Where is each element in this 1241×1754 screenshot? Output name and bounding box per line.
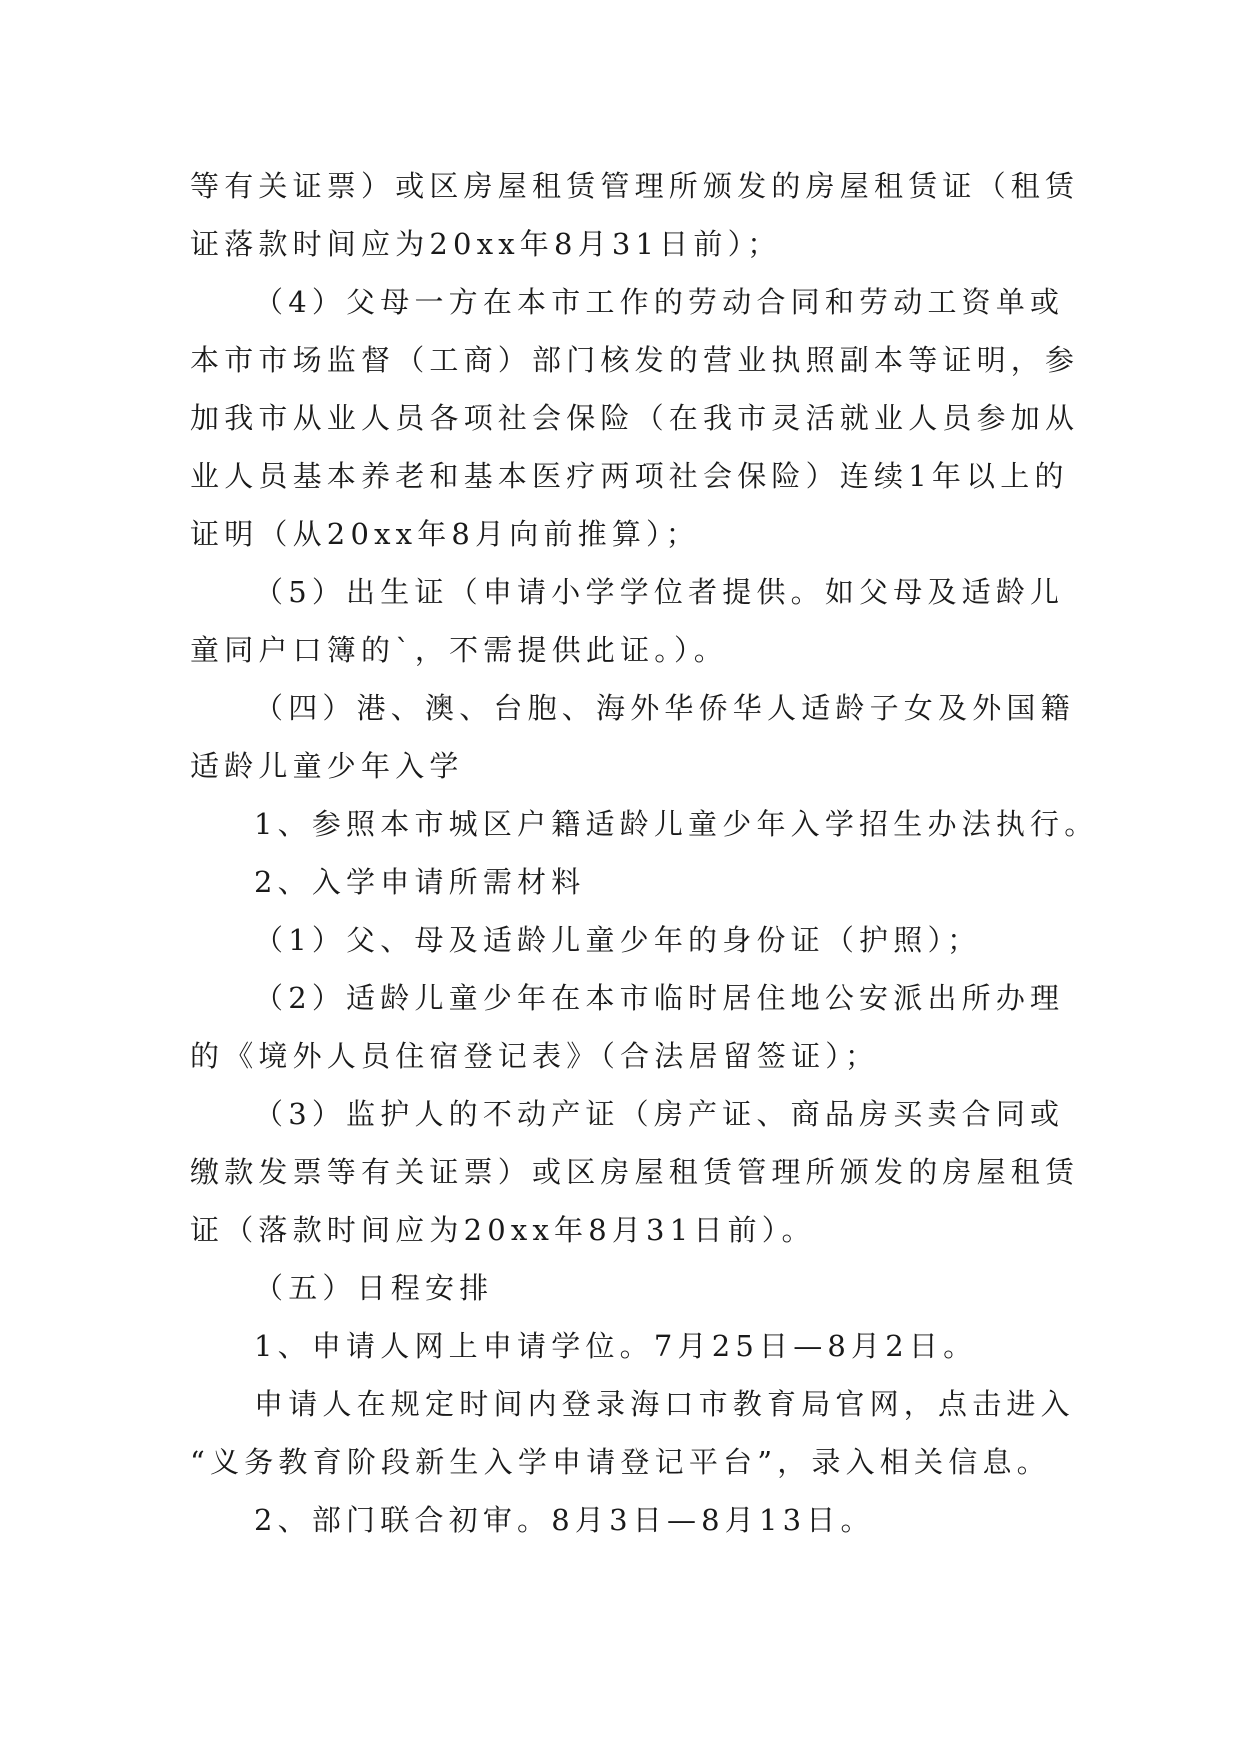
text-line: 申请人在规定时间内登录海口市教育局官网，点击进入	[254, 1387, 1075, 1421]
text-line: 本市市场监督（工商）部门核发的营业执照副本等证明，参	[190, 343, 1080, 377]
text-line: 业人员基本养老和基本医疗两项社会保险）连续1年以上的	[190, 459, 1069, 493]
text-line: “义务教育阶段新生入学申请登记平台”，录入相关信息。	[190, 1445, 1051, 1479]
text-line: 1、申请人网上申请学位。7月25日—8月2日。	[254, 1329, 978, 1363]
text-line: 证（落款时间应为20xx年8月31日前）。	[190, 1213, 816, 1247]
text-line: （五）日程安排	[254, 1271, 494, 1305]
text-line: 2、部门联合初审。8月3日—8月13日。	[254, 1503, 875, 1537]
text-line: 证明（从20xx年8月向前推算）；	[190, 517, 700, 551]
text-line: （1）父、母及适龄儿童少年的身份证（护照）；	[254, 923, 982, 957]
text-line: 等有关证票）或区房屋租赁管理所颁发的房屋租赁证（租赁	[190, 169, 1080, 203]
text-line: （3）监护人的不动产证（房产证、商品房买卖合同或	[254, 1097, 1065, 1131]
text-line: 童同户口簿的`，不需提供此证。）。	[190, 633, 728, 667]
text-line: （2）适龄儿童少年在本市临时居住地公安派出所办理	[254, 981, 1065, 1015]
text-line: 适龄儿童少年入学	[190, 749, 464, 783]
text-line: （4）父母一方在本市工作的劳动合同和劳动工资单或	[254, 285, 1065, 319]
text-line: 1、参照本市城区户籍适龄儿童少年入学招生办法执行。	[254, 807, 1099, 841]
text-line: 缴款发票等有关证票）或区房屋租赁管理所颁发的房屋租赁	[190, 1155, 1080, 1189]
text-line: 2、入学申请所需材料	[254, 865, 586, 899]
text-line: （四）港、澳、台胞、海外华侨华人适龄子女及外国籍	[254, 691, 1075, 725]
text-line: 的《境外人员住宿登记表》（合法居留签证）；	[190, 1039, 880, 1073]
text-line: （5）出生证（申请小学学位者提供。如父母及适龄儿	[254, 575, 1065, 609]
text-line: 证落款时间应为20xx年8月31日前）；	[190, 227, 782, 261]
text-line: 加我市从业人员各项社会保险（在我市灵活就业人员参加从	[190, 401, 1080, 435]
